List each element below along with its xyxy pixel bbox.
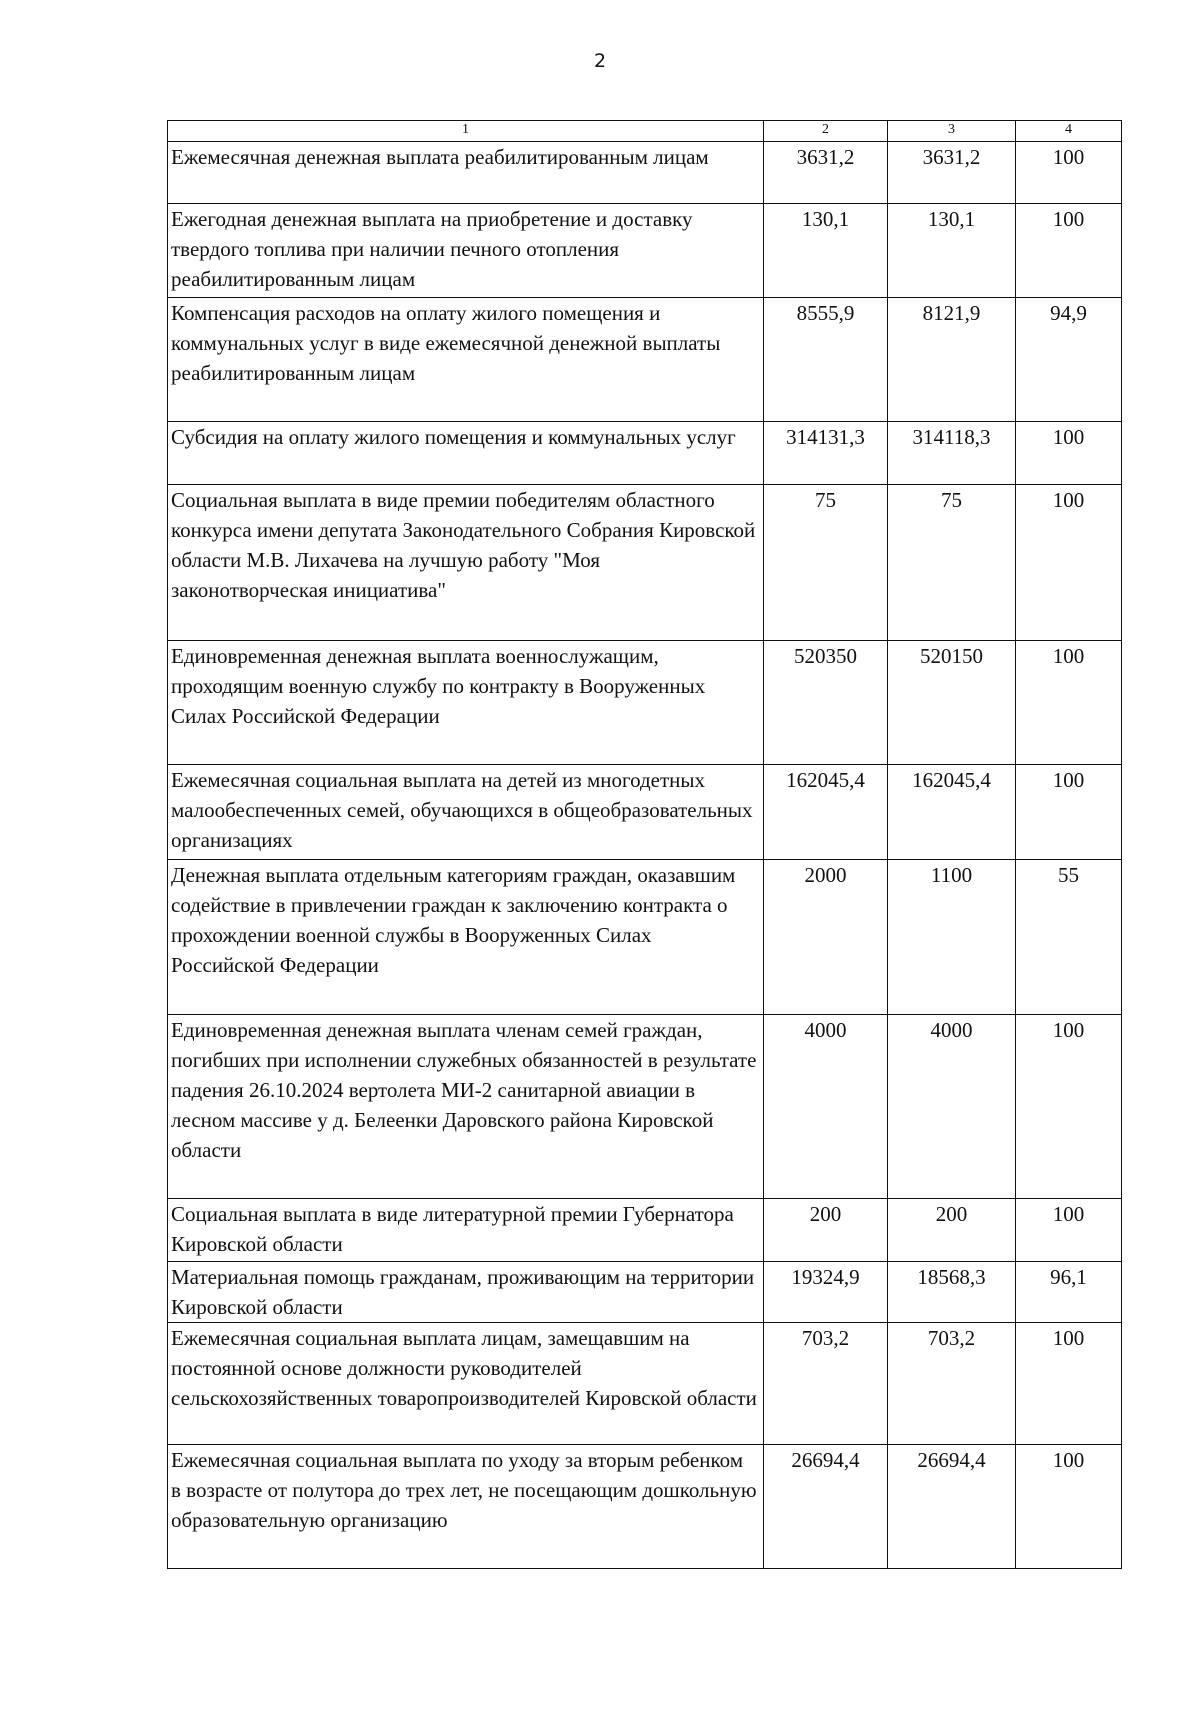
header-col-2: 2	[764, 121, 888, 142]
row-col2: 3631,2	[764, 142, 888, 204]
table-row	[168, 1262, 1122, 1323]
row-col4: 100	[1016, 142, 1122, 204]
row-col2: 130,1	[764, 204, 888, 298]
row-col4: 100	[1016, 1323, 1122, 1445]
row-col3: 3631,2	[888, 142, 1016, 204]
row-col3: 1100	[888, 860, 1016, 1015]
row-col2: 19324,9	[764, 1262, 888, 1323]
row-col2: 314131,3	[764, 422, 888, 485]
row-name: Ежемесячная социальная выплата на детей из многодетных малообеспеченных семей, обучающихся в общеобразовательных организациях	[168, 765, 764, 860]
row-name: Ежегодная денежная выплата на приобретение и доставку твердого топлива при наличии печного отопления реабилитированным лицам	[168, 204, 764, 298]
table-row	[168, 1199, 1122, 1262]
table-row	[168, 485, 1122, 641]
row-name: Социальная выплата в виде премии победителям областного конкурса имени депутата Законодательного Собрания Кировской области М.В. Лихачева на лучшую работу "Моя законотворческая инициатива"	[168, 485, 764, 641]
table-row	[168, 422, 1122, 485]
row-col4: 100	[1016, 485, 1122, 641]
row-col2: 75	[764, 485, 888, 641]
row-name: Денежная выплата отдельным категориям граждан, оказавшим содействие в привлечении граждан к заключению контракта о прохождении военной службы в Вооруженных Силах Российской Федерации	[168, 860, 764, 1015]
page-number: 2	[593, 50, 607, 72]
header-col-1: 1	[168, 121, 764, 142]
row-col2: 4000	[764, 1015, 888, 1199]
row-name: Субсидия на оплату жилого помещения и коммунальных услуг	[168, 422, 764, 485]
row-col2: 703,2	[764, 1323, 888, 1445]
table-row	[168, 860, 1122, 1015]
table-row	[168, 1323, 1122, 1445]
row-col2: 520350	[764, 641, 888, 765]
row-col3: 18568,3	[888, 1262, 1016, 1323]
row-col2: 8555,9	[764, 298, 888, 422]
header-col-4: 4	[1016, 121, 1122, 142]
row-col3: 703,2	[888, 1323, 1016, 1445]
row-col4: 100	[1016, 1445, 1122, 1569]
row-name: Материальная помощь гражданам, проживающим на территории Кировской области	[168, 1262, 764, 1323]
row-col2: 26694,4	[764, 1445, 888, 1569]
row-name: Единовременная денежная выплата военнослужащим, проходящим военную службу по контракту в Вооруженных Силах Российской Федерации	[168, 641, 764, 765]
row-col4: 100	[1016, 204, 1122, 298]
row-col3: 8121,9	[888, 298, 1016, 422]
row-col3: 75	[888, 485, 1016, 641]
row-name: Компенсация расходов на оплату жилого помещения и коммунальных услуг в виде ежемесячной денежной выплаты реабилитированным лицам	[168, 298, 764, 422]
table-row	[168, 298, 1122, 422]
row-col4: 55	[1016, 860, 1122, 1015]
table-row	[168, 1015, 1122, 1199]
row-col2: 162045,4	[764, 765, 888, 860]
row-name: Ежемесячная социальная выплата по уходу за вторым ребенком в возрасте от полутора до трех лет, не посещающим дошкольную образовательную организацию	[168, 1445, 764, 1569]
row-col3: 162045,4	[888, 765, 1016, 860]
row-col3: 4000	[888, 1015, 1016, 1199]
row-name: Ежемесячная денежная выплата реабилитированным лицам	[168, 142, 764, 204]
row-name: Единовременная денежная выплата членам семей граждан, погибших при исполнении служебных обязанностей в результате падения 26.10.2024 вертолета МИ-2 санитарной авиации в лесном массиве у д. Белеенки Даровского района Кировской области	[168, 1015, 764, 1199]
data-table	[167, 120, 1122, 1569]
row-col4: 94,9	[1016, 298, 1122, 422]
row-col4: 100	[1016, 1015, 1122, 1199]
row-col3: 200	[888, 1199, 1016, 1262]
header-row	[168, 121, 1122, 142]
row-col2: 200	[764, 1199, 888, 1262]
row-col3: 314118,3	[888, 422, 1016, 485]
table-row	[168, 641, 1122, 765]
header-col-3: 3	[888, 121, 1016, 142]
table-row	[168, 1445, 1122, 1569]
row-col4: 100	[1016, 641, 1122, 765]
row-col3: 130,1	[888, 204, 1016, 298]
table-row	[168, 204, 1122, 298]
row-col4: 100	[1016, 422, 1122, 485]
row-col4: 96,1	[1016, 1262, 1122, 1323]
row-name: Ежемесячная социальная выплата лицам, замещавшим на постоянной основе должности руководителей сельскохозяйственных товаропроизводителей Кировской области	[168, 1323, 764, 1445]
row-col4: 100	[1016, 1199, 1122, 1262]
row-col2: 2000	[764, 860, 888, 1015]
table-row	[168, 142, 1122, 204]
table-row	[168, 765, 1122, 860]
row-col3: 520150	[888, 641, 1016, 765]
row-col3: 26694,4	[888, 1445, 1016, 1569]
row-name: Социальная выплата в виде литературной премии Губернатора Кировской области	[168, 1199, 764, 1262]
row-col4: 100	[1016, 765, 1122, 860]
